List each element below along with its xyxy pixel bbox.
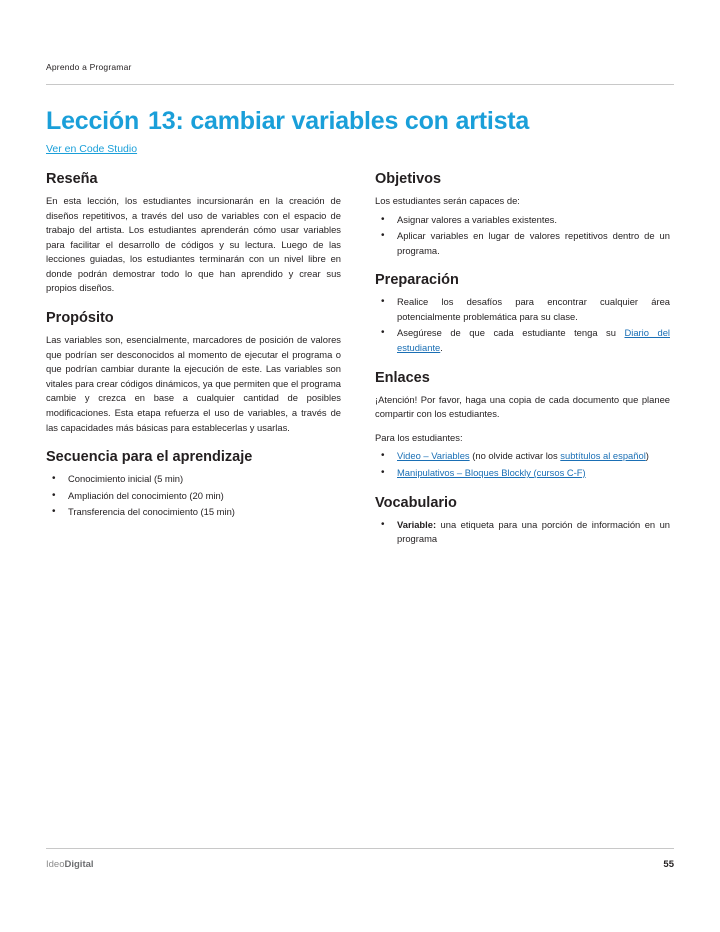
vocabulario-term: Variable: — [397, 518, 437, 530]
list-item: • Asignar valores a variables existentes. — [375, 213, 670, 228]
right-column — [375, 169, 670, 549]
enlaces-item1-mid: (no olvide activar los — [469, 450, 561, 462]
code-studio-link[interactable]: Ver en Code Studio — [46, 143, 138, 155]
subtitulos-link[interactable]: subtítulos al español — [560, 450, 646, 462]
left-column — [46, 169, 341, 549]
list-item — [375, 326, 670, 355]
page-title — [46, 107, 674, 136]
heading-objetivos: Objetivos — [375, 171, 442, 187]
heading-enlaces: Enlaces — [375, 369, 430, 386]
list-item — [375, 466, 670, 481]
footer-divider — [46, 848, 674, 849]
paragraph-resena: En esta lección, los estudiantes incursionarán en la creación de diseños repetitivos, a través del uso de variables con el espacio de trabajo del artista. Los estudiantes aprenderán cómo usar variables para facilitar el desarrollo de códigos y su lectura. Luego de las lecciones guiadas, los estudiantes terminarán con un nivel libre en donde podrán demostrar todo lo que han aprendido y crear sus propios diseños. — [46, 195, 341, 294]
paragraph-enlaces-warning: ¡Atención! Por favor, haga una copia de cada documento que planee compartir con los estudiantes. — [375, 393, 670, 420]
list-secuencia — [46, 472, 341, 520]
video-variables-link[interactable]: Video – Variables — [397, 450, 470, 462]
lesson-name: : cambiar variables con artista — [175, 107, 530, 135]
heading-resena: Reseña — [46, 171, 98, 187]
lesson-prefix: Lección — [46, 107, 140, 135]
heading-vocabulario: Vocabulario — [375, 494, 457, 511]
list-vocabulario — [375, 518, 670, 547]
preparacion-item2-post: . — [440, 342, 443, 354]
list-item: • Aplicar variables en lugar de valores repetitivos dentro de un programa. — [375, 229, 670, 258]
content-columns — [46, 169, 674, 549]
brand-logo — [46, 859, 94, 870]
manipulativos-link[interactable]: Manipulativos – Bloques Blockly (cursos C-F) — [397, 466, 586, 478]
list-enlaces — [375, 449, 670, 480]
brand-light: Ideo — [46, 859, 65, 870]
lesson-number: 13 — [148, 107, 176, 135]
paragraph-proposito: Las variables son, esencialmente, marcadores de posición de valores que podrían ser desconocidos al momento de ejecutar el programa o que podrían cambiar durante la ejecución de este. Las variables son vitales para crear códigos dinámicos, ya que permiten que el programa cambie y crezca en base a cualquier cantidad de posibles modificaciones. Esta etapa refuerza el uso de variables, a través de las capacidades más básicas para establecerlas y usarlas. — [46, 334, 341, 433]
paragraph-enlaces-students: Para los estudiantes: — [375, 431, 463, 443]
list-objetivos — [375, 213, 670, 259]
list-item: • Conocimiento inicial (5 min) — [46, 472, 341, 487]
paragraph-objetivos-intro: Los estudiantes serán capaces de: — [375, 195, 520, 206]
footer-row — [46, 859, 674, 870]
enlaces-item1-post: ) — [645, 450, 649, 462]
preparacion-item2-pre: Asegúrese de que cada estudiante tenga su — [397, 327, 625, 339]
vocabulario-definition: una etiqueta para una porción de información en un programa — [397, 518, 670, 545]
title-space — [139, 107, 148, 135]
heading-proposito: Propósito — [46, 310, 114, 327]
list-preparacion — [375, 295, 670, 355]
heading-secuencia: Secuencia para el aprendizaje — [46, 449, 253, 466]
page-number: 55 — [663, 859, 674, 870]
list-item: • Realice los desafíos para encontrar cualquier área potencialmente problemática para su clase. — [375, 295, 670, 324]
diario-estudiante-link[interactable]: Diario del estudiante — [397, 327, 670, 354]
page-footer — [46, 848, 674, 870]
header-divider — [46, 84, 674, 85]
list-item: • Transferencia del conocimiento (15 min) — [46, 505, 341, 520]
list-item: • Ampliación del conocimiento (20 min) — [46, 489, 341, 504]
heading-preparacion: Preparación — [375, 272, 459, 289]
list-item — [375, 518, 670, 547]
brand-bold: Digital — [64, 859, 94, 870]
running-header: Aprendo a Programar — [46, 62, 132, 72]
list-item — [375, 449, 670, 464]
